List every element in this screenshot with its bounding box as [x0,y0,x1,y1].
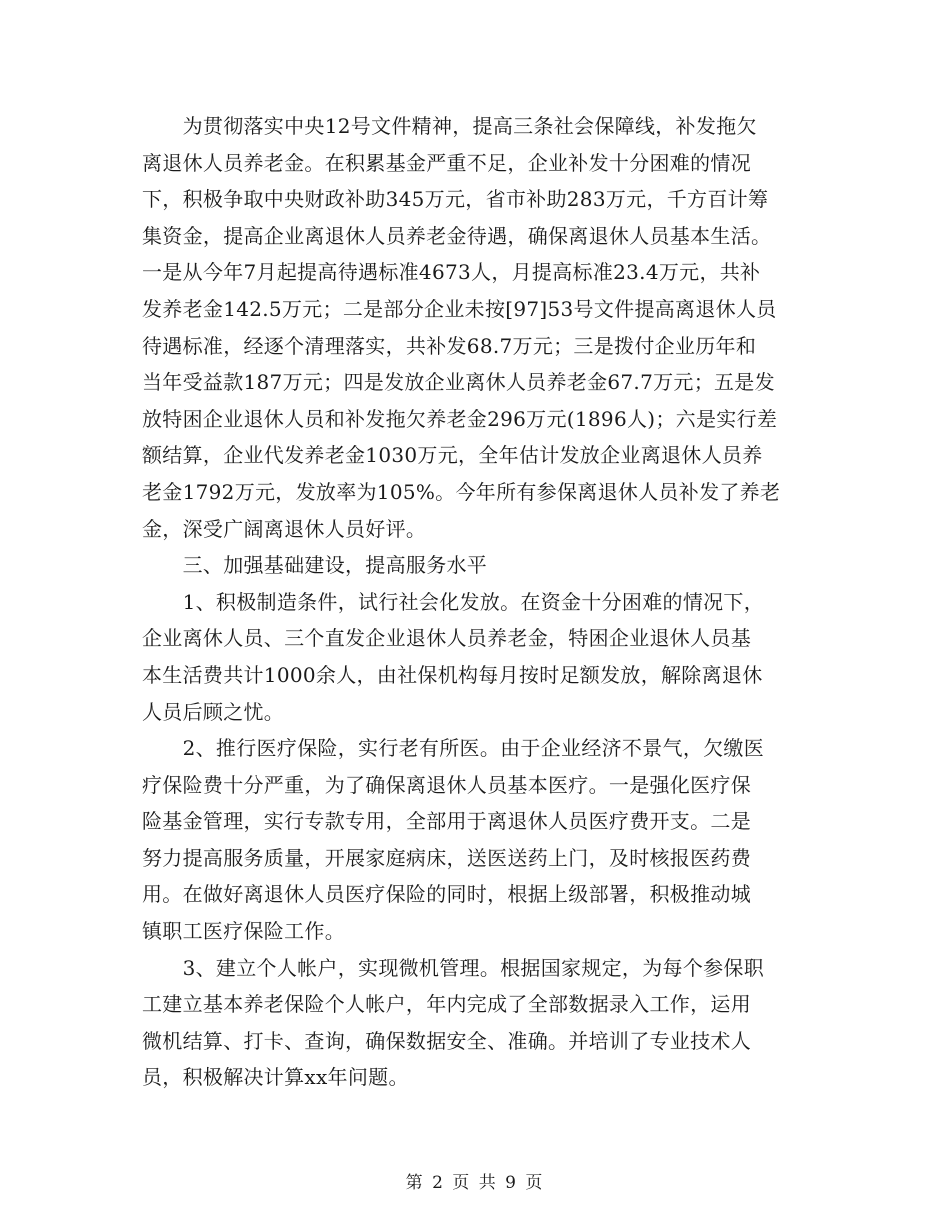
paragraph-socialized-payment [142,584,812,730]
text-line: 下，积极争取中央财政补助345万元，省市补助283万元，千方百计筹 [142,187,769,212]
text-line: 工建立基本养老保险个人帐户，年内完成了全部数据录入工作，运用 [142,992,751,1017]
text-line: 当年受益款187万元；四是发放企业离休人员养老金67.7万元；五是发 [142,370,775,395]
text-line: 努力提高服务质量，开展家庭病床，送医送药上门，及时核报医药费 [142,845,751,870]
text-line: 镇职工医疗保险工作。 [142,919,345,944]
text-line: 1、积极制造条件，试行社会化发放。在资金十分困难的情况下， [142,589,765,614]
text-line: 为贯彻落实中央12号文件精神，提高三条社会保障线，补发拖欠 [142,114,757,138]
text-line: 金，深受广阔离退休人员好评。 [142,516,427,541]
section-heading [142,547,812,584]
text-line: 疗保险费十分严重，为了确保离退休人员基本医疗。一是强化医疗保 [142,772,751,797]
text-line: 险基金管理，实行专款专用，全部用于离退休人员医疗费开支。二是 [142,809,751,834]
text-line: 本生活费共计1000余人，由社保机构每月按时足额发放，解除离退休 [142,662,763,687]
text-line: 用。在做好离退休人员医疗保险的同时，根据上级部署，积极推动城 [142,882,751,907]
text-line: 2、推行医疗保险，实行老有所医。由于企业经济不景气，欠缴医 [142,736,765,761]
text-line: 企业离休人员、三个直发企业退休人员养老金，特困企业退休人员基 [142,626,751,651]
document-body [142,108,812,1096]
text-line: 发养老金142.5万元；二是部分企业未按[97]53号文件提高离退休人员 [142,296,777,321]
text-line: 集资金，提高企业离退休人员养老金待遇，确保离退休人员基本生活。 [142,223,772,248]
paragraph-pension-backpay [142,108,812,547]
text-line: 老金1792万元，发放率为105%。今年所有参保离退休人员补发了养老 [142,479,781,504]
text-line: 额结算，企业代发养老金1030万元，全年估计发放企业离退休人员养 [142,443,763,468]
text-line: 一是从今年7月起提高待遇标准4673人，月提高标准23.4万元，共补 [142,260,761,285]
heading-line: 三、加强基础建设，提高服务水平 [142,553,488,578]
text-line: 人员后顾之忧。 [142,699,285,724]
paragraph-personal-accounts [142,950,812,1096]
paragraph-medical-insurance [142,730,812,950]
text-line: 放特困企业退休人员和补发拖欠养老金296万元(1896人)；六是实行差 [142,406,778,431]
text-line: 待遇标准，经逐个清理落实，共补发68.7万元；三是拨付企业历年和 [142,333,757,358]
text-line: 微机结算、打卡、查询，确保数据安全、准确。并培训了专业技术人 [142,1028,751,1053]
text-line: 3、建立个人帐户，实现微机管理。根据国家规定，为每个参保职 [142,955,765,980]
text-line: 员，积极解决计算xx年问题。 [142,1065,409,1090]
page-number-footer: 第 2 页 共 9 页 [405,1173,545,1193]
text-line: 离退休人员养老金。在积累基金严重不足，企业补发十分困难的情况 [142,150,751,175]
